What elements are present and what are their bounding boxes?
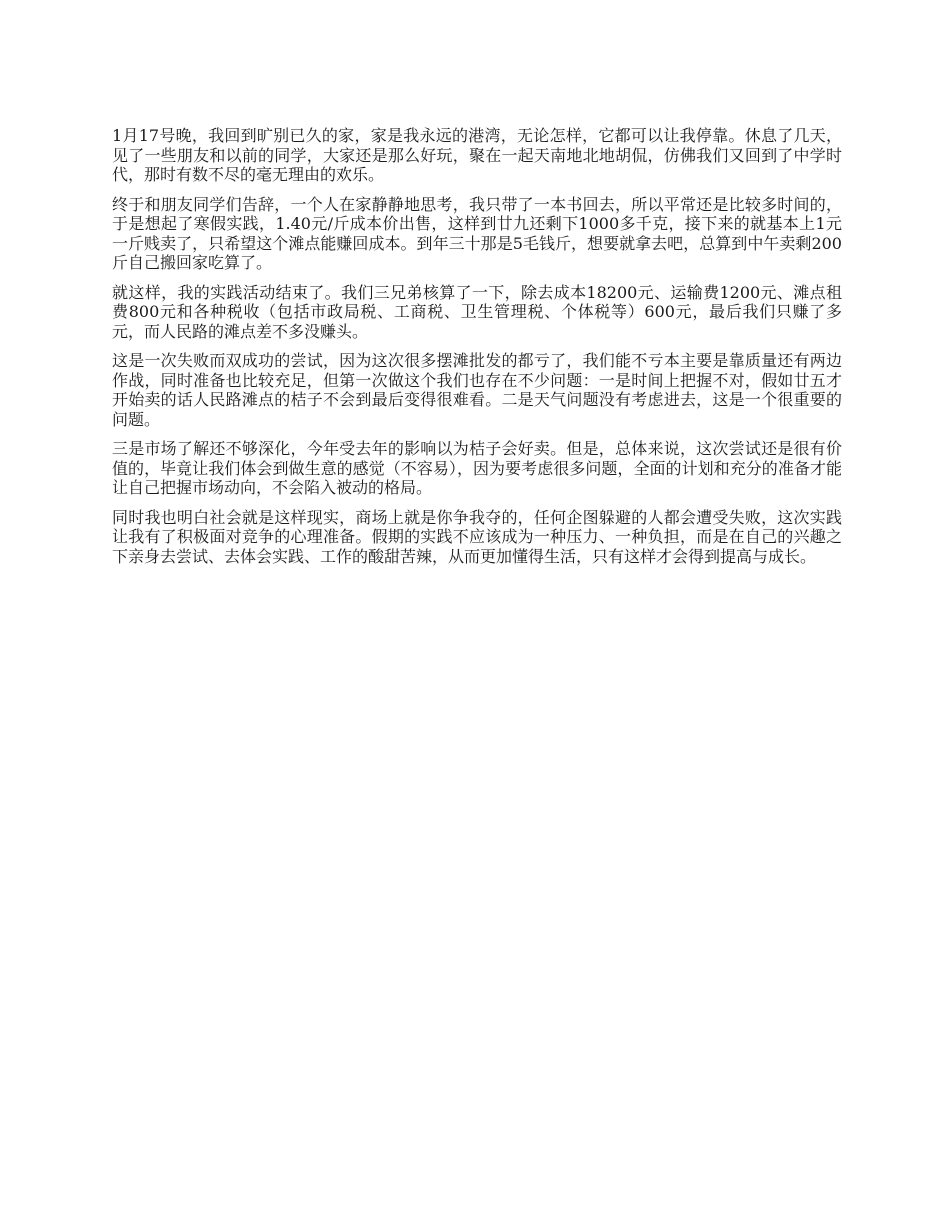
- paragraph-3: 就这样，我的实践活动结束了。我们三兄弟核算了一下，除去成本18200元、运输费1200元、滩点租费800元和各种税收（包括市政局税、工商税、卫生管理税、个体税等）600元，最后我们只赚了多元，而人民路的滩点差不多没赚头。: [112, 282, 842, 341]
- paragraph-1: 1月17号晚，我回到旷别已久的家，家是我永远的港湾，无论怎样，它都可以让我停靠。休息了几天，见了一些朋友和以前的同学，大家还是那么好玩，聚在一起天南地北地胡侃，仿佛我们又回到了中学时代，那时有数不尽的毫无理由的欢乐。: [112, 126, 842, 184]
- paragraph-5: 三是市场了解还不够深化，今年受去年的影响以为桔子会好卖。但是，总体来说，这次尝试还是很有价值的，毕竟让我们体会到做生意的感觉（不容易），因为要考虑很多问题，全面的计划和充分的准备才能让自己把握市场动向，不会陷入被动的格局。: [112, 439, 842, 497]
- document-body: [112, 126, 842, 576]
- paragraph-2: 终于和朋友同学们告辞，一个人在家静静地思考，我只带了一本书回去，所以平常还是比较多时间的，于是想起了寒假实践，1.40元/斤成本价出售，这样到廿九还剩下1000多千克，接下来的就基本上1元一斤贱卖了，只希望这个滩点能赚回成本。到年三十那是5毛钱斤，想要就拿去吧，总算到中午卖剩200斤自己搬回家吃算了。: [112, 194, 842, 272]
- paragraph-4: 这是一次失败而双成功的尝试，因为这次很多摆滩批发的都亏了，我们能不亏本主要是靠质量还有两边作战，同时准备也比较充足，但第一次做这个我们也存在不少问题：一是时间上把握不对，假如廿五才开始卖的话人民路滩点的桔子不会到最后变得很难看。二是天气问题没有考虑进去，这是一个很重要的问题。: [112, 351, 842, 429]
- paragraph-6: 同时我也明白社会就是这样现实，商场上就是你争我夺的，任何企图躲避的人都会遭受失败，这次实践让我有了积极面对竞争的心理准备。假期的实践不应该成为一种压力、一种负担，而是在自己的兴趣之下亲身去尝试、去体会实践、工作的酸甜苦辣，从而更加懂得生活，只有这样才会得到提高与成长。: [112, 507, 842, 566]
